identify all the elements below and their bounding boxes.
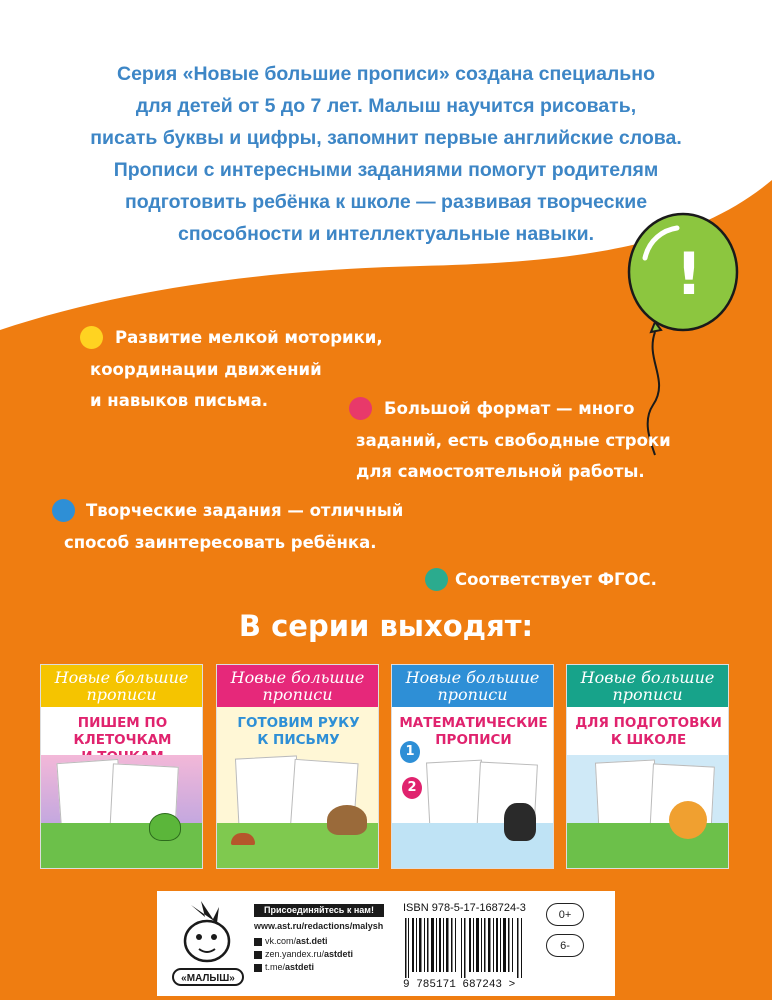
frog-illustration (149, 813, 181, 841)
barcode (403, 918, 529, 978)
number-balloon: 1 (400, 741, 420, 763)
vk-icon (254, 938, 262, 946)
join-us-label: Присоединяйтесь к нам! (254, 904, 384, 917)
social-handle: astdeti (324, 949, 354, 959)
feature-fgos (455, 564, 657, 596)
feature-line: Большой формат — много (384, 399, 635, 418)
zen-icon (254, 951, 262, 959)
feature-line: координации движений (90, 359, 322, 379)
isbn-text: ISBN 978-5-17-168724-3 (403, 902, 526, 914)
book-title (571, 715, 726, 749)
publisher-logo-text: «МАЛЫШ» (181, 973, 235, 984)
bullet-dot-teal (425, 568, 448, 591)
book-series-script: Новые большие прописи (405, 668, 540, 704)
book-title-line: ПРОПИСИ (435, 732, 512, 748)
feature-line: способ заинтересовать ребёнка. (64, 532, 377, 552)
barcode-number: 9 785171 687243 > (403, 979, 516, 991)
book-title-line: ДЛЯ ПОДГОТОВКИ (575, 715, 722, 731)
mushroom-illustration (231, 833, 255, 845)
hedgehog-illustration (327, 805, 367, 835)
book-title-line: К ШКОЛЕ (610, 732, 687, 748)
number-balloon: 2 (402, 777, 422, 799)
feature-creative (64, 495, 403, 558)
social-handle: ast.deti (296, 936, 328, 946)
lion-illustration (669, 801, 707, 839)
balloon-symbol: ! (675, 240, 703, 308)
cat-illustration (504, 803, 536, 841)
feature-fine-motor (90, 322, 383, 417)
intro-line: подготовить ребёнка к школе — развивая творческие (124, 191, 648, 213)
feature-line: для самостоятельной работы. (356, 462, 645, 481)
book-title-line: МАТЕМАТИЧЕСКИЕ (399, 715, 548, 731)
social-prefix: t.me/ (265, 962, 286, 972)
book-cover-4 (566, 664, 729, 869)
intro-line: способности и интеллектуальные навыки. (178, 223, 594, 245)
book-series-script: Новые большие прописи (580, 668, 715, 704)
series-heading: В серии выходят: (238, 609, 534, 643)
book-cover-1 (40, 664, 203, 869)
book-series-script: Новые большие прописи (230, 668, 365, 704)
telegram-icon (254, 964, 262, 972)
intro-line: Прописи с интересными заданиями помогут родителям (113, 159, 659, 181)
social-prefix: vk.com/ (265, 936, 297, 946)
book-title (396, 715, 551, 749)
intro-line: для детей от 5 до 7 лет. Малыш научится рисовать, (135, 95, 637, 117)
feature-line: Развитие мелкой моторики, (115, 328, 383, 347)
book-title (221, 715, 376, 749)
feature-line: и навыков письма. (90, 391, 268, 410)
social-vk[interactable] (254, 936, 328, 946)
book-title-line: ПИШЕМ ПО КЛЕТОЧКАМ (73, 715, 172, 748)
site-link[interactable]: www.ast.ru/redactions/malysh (254, 921, 384, 931)
book-title-line: ГОТОВИМ РУКУ (237, 715, 360, 731)
feature-line: заданий, есть свободные строки (356, 430, 671, 450)
intro-text (70, 58, 702, 250)
intro-line: писать буквы и цифры, запомнит первые английские слова. (90, 127, 682, 149)
intro-line: Серия «Новые большие прописи» создана специально (117, 63, 655, 85)
book-series-script: Новые большие прописи (54, 668, 189, 704)
social-prefix: zen.yandex.ru/ (265, 949, 325, 959)
feature-line: Соответствует ФГОС. (455, 570, 657, 589)
social-handle: astdeti (285, 962, 315, 972)
feature-line: Творческие задания — отличный (86, 501, 404, 520)
publisher-logo (169, 897, 247, 991)
book-cover-2 (216, 664, 379, 869)
book-title-line: К ПИСЬМУ (257, 732, 340, 748)
age-rating-0: 0+ (546, 903, 584, 926)
feature-large-format (356, 393, 671, 488)
social-zen[interactable] (254, 949, 353, 959)
footer-panel (157, 891, 615, 996)
book-cover-3 (391, 664, 554, 869)
social-telegram[interactable] (254, 962, 314, 972)
age-rating-6: 6- (546, 934, 584, 957)
